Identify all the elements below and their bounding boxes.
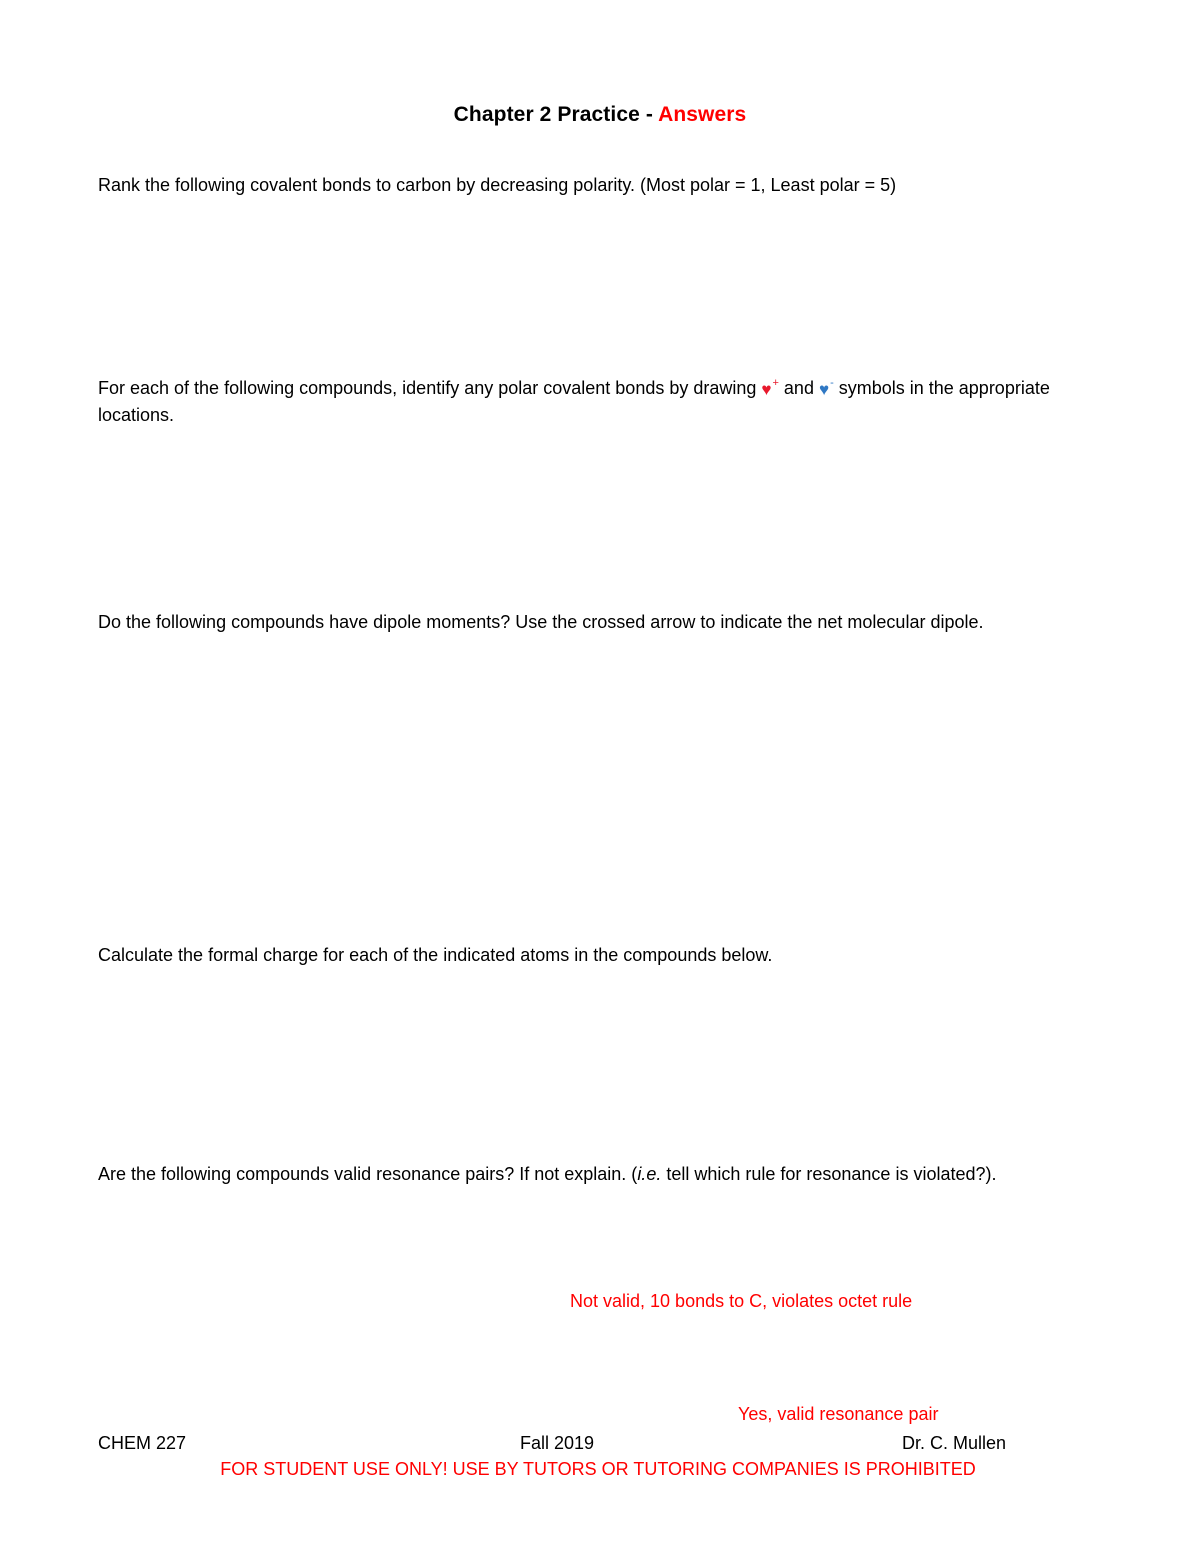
footer-warning: FOR STUDENT USE ONLY! USE BY TUTORS OR TUTORING COMPANIES IS PROHIBITED <box>220 1459 976 1479</box>
q2-text-after: symbols in the appropriate locations. <box>98 378 1050 425</box>
footer-course: CHEM 227 <box>98 1433 187 1453</box>
delta-minus-sign: - <box>830 377 834 389</box>
answer-valid: Yes, valid resonance pair <box>738 1404 939 1424</box>
question-bond-polarity: Rank the following covalent bonds to carbon by decreasing polarity. (Most polar = 1, Least polar = 5) <box>98 175 897 195</box>
q2-text-before: For each of the following compounds, identify any polar covalent bonds by drawing <box>98 378 762 398</box>
question-dipole-moments: Do the following compounds have dipole moments? Use the crossed arrow to indicate the net molecular dipole. <box>98 612 984 632</box>
delta-plus-sign: + <box>772 377 779 389</box>
title-main: Chapter 2 Practice - <box>453 103 659 126</box>
q5-text-before: Are the following compounds valid resonance pairs? If not explain. ( <box>98 1164 638 1184</box>
q2-text-and: and <box>778 378 819 398</box>
q5-text-italic: i.e. <box>637 1164 662 1184</box>
red-heart-icon: ♥ <box>761 380 772 399</box>
blue-heart-icon: ♥ <box>818 380 830 399</box>
title-answers: Answers <box>658 103 747 126</box>
question-resonance-pairs <box>98 1161 1088 1188</box>
page-title <box>0 103 1200 127</box>
footer-instructor: Dr. C. Mullen <box>902 1433 1007 1453</box>
answer-not-valid: Not valid, 10 bonds to C, violates octet rule <box>570 1291 913 1311</box>
footer-term: Fall 2019 <box>520 1433 595 1453</box>
question-polar-bonds <box>98 370 1088 429</box>
question-formal-charge: Calculate the formal charge for each of the indicated atoms in the compounds below. <box>98 945 773 965</box>
q5-text-after: tell which rule for resonance is violated?). <box>661 1164 997 1184</box>
